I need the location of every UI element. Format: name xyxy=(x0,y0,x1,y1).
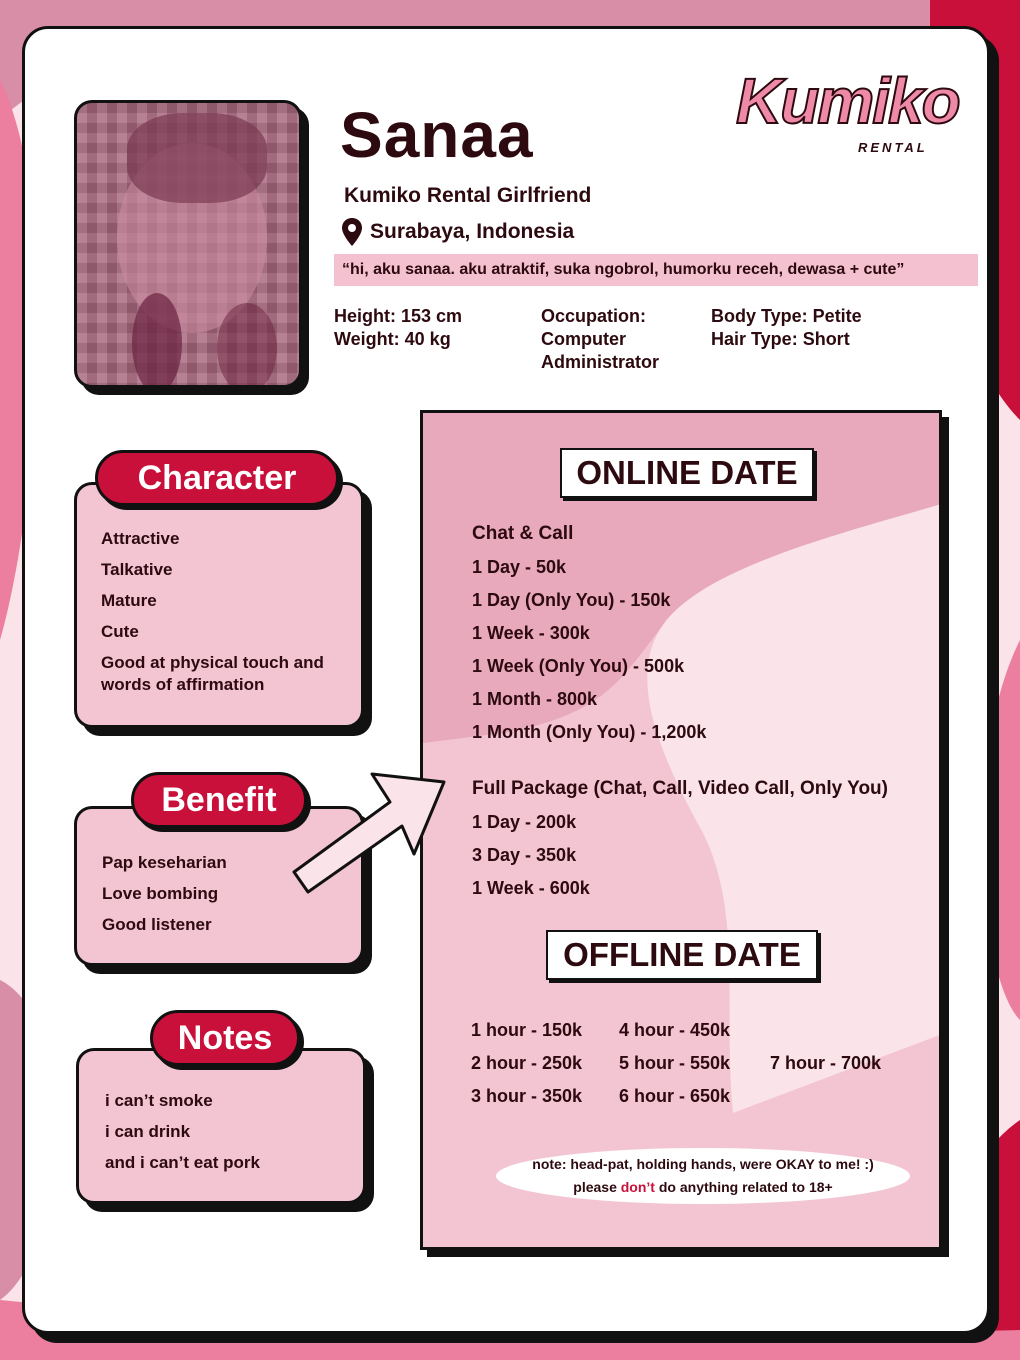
full-package-prices xyxy=(472,806,590,905)
price-row: 1 Month (Only You) - 1,200k xyxy=(472,722,707,742)
notes-item: and i can’t eat pork xyxy=(105,1153,260,1172)
notes-list xyxy=(105,1090,345,1183)
chat-call-prices xyxy=(472,551,706,749)
price-row: 6 hour - 650k xyxy=(619,1086,731,1106)
price-row: 1 Week - 600k xyxy=(472,878,590,898)
price-row: 1 Week (Only You) - 500k xyxy=(472,656,685,676)
price-row: 4 hour - 450k xyxy=(619,1020,731,1040)
full-package-heading: Full Package (Chat, Call, Video Call, Only You) xyxy=(472,778,888,799)
occupation-line-1: Computer xyxy=(541,329,626,349)
occupation-label: Occupation: xyxy=(541,306,647,326)
stats-occupation xyxy=(541,305,659,374)
price-row: 5 hour - 550k xyxy=(619,1053,731,1073)
notes-title: Notes xyxy=(150,1010,300,1066)
benefit-item: Pap keseharian xyxy=(102,853,227,872)
logo-sub-text: RENTAL xyxy=(858,140,928,155)
profile-photo xyxy=(74,100,302,388)
price-row: 2 hour - 250k xyxy=(471,1053,583,1073)
note-warning: don’t xyxy=(620,1179,655,1195)
price-row: 3 hour - 350k xyxy=(471,1086,583,1106)
price-row: 1 Day - 50k xyxy=(472,557,567,577)
offline-prices-col-2 xyxy=(619,1014,730,1113)
hair-type-text: Hair Type: Short xyxy=(711,329,850,349)
character-list xyxy=(101,528,361,705)
note-line-1: note: head-pat, holding hands, were OKAY to me! :) xyxy=(532,1156,874,1172)
height-text: Height: 153 cm xyxy=(334,306,463,326)
character-item: Attractive xyxy=(101,529,180,548)
price-row: 3 Day - 350k xyxy=(472,845,577,865)
offline-date-title: OFFLINE DATE xyxy=(546,930,818,980)
arrow-icon xyxy=(286,756,456,896)
weight-text: Weight: 40 kg xyxy=(334,329,451,349)
online-date-title: ONLINE DATE xyxy=(560,448,814,498)
character-item: Talkative xyxy=(101,560,173,579)
profile-role: Kumiko Rental Girlfriend xyxy=(344,184,592,207)
chat-call-heading: Chat & Call xyxy=(472,523,574,544)
benefit-item: Love bombing xyxy=(102,884,219,903)
occupation-line-2: Administrator xyxy=(541,352,660,372)
price-row: 1 Week - 300k xyxy=(472,623,590,643)
location-text: Surabaya, Indonesia xyxy=(370,220,575,243)
profile-quote: “hi, aku sanaa. aku atraktif, suka ngobrol, humorku receh, dewasa + cute” xyxy=(334,254,978,286)
benefit-item: Good listener xyxy=(102,915,212,934)
price-row: 1 Month - 800k xyxy=(472,689,598,709)
stats-body xyxy=(334,305,462,351)
character-item: Good at physical touch and words of affirmation xyxy=(101,653,324,694)
character-item: Cute xyxy=(101,622,139,641)
price-row: 1 Day - 200k xyxy=(472,812,577,832)
body-type-text: Body Type: Petite xyxy=(711,306,862,326)
offline-prices-col-1 xyxy=(471,1014,582,1113)
notes-item: i can’t smoke xyxy=(105,1091,213,1110)
profile-name: Sanaa xyxy=(340,99,534,171)
stats-type xyxy=(711,305,862,351)
profile-location xyxy=(342,218,574,246)
price-row: 7 hour - 700k xyxy=(770,1053,882,1073)
benefit-title: Benefit xyxy=(131,772,307,828)
benefit-list xyxy=(102,852,302,945)
price-row: 1 hour - 150k xyxy=(471,1020,583,1040)
character-title: Character xyxy=(95,450,339,506)
offline-prices-col-3 xyxy=(770,1047,881,1080)
note-line-2: please don’t do anything related to 18+ xyxy=(573,1179,833,1195)
notes-item: i can drink xyxy=(105,1122,191,1141)
logo-main-text: Kumiko xyxy=(736,65,959,137)
character-item: Mature xyxy=(101,591,157,610)
location-pin-icon xyxy=(342,218,362,246)
kumiko-logo xyxy=(730,62,960,162)
note-bubble xyxy=(496,1148,910,1204)
price-row: 1 Day (Only You) - 150k xyxy=(472,590,671,610)
